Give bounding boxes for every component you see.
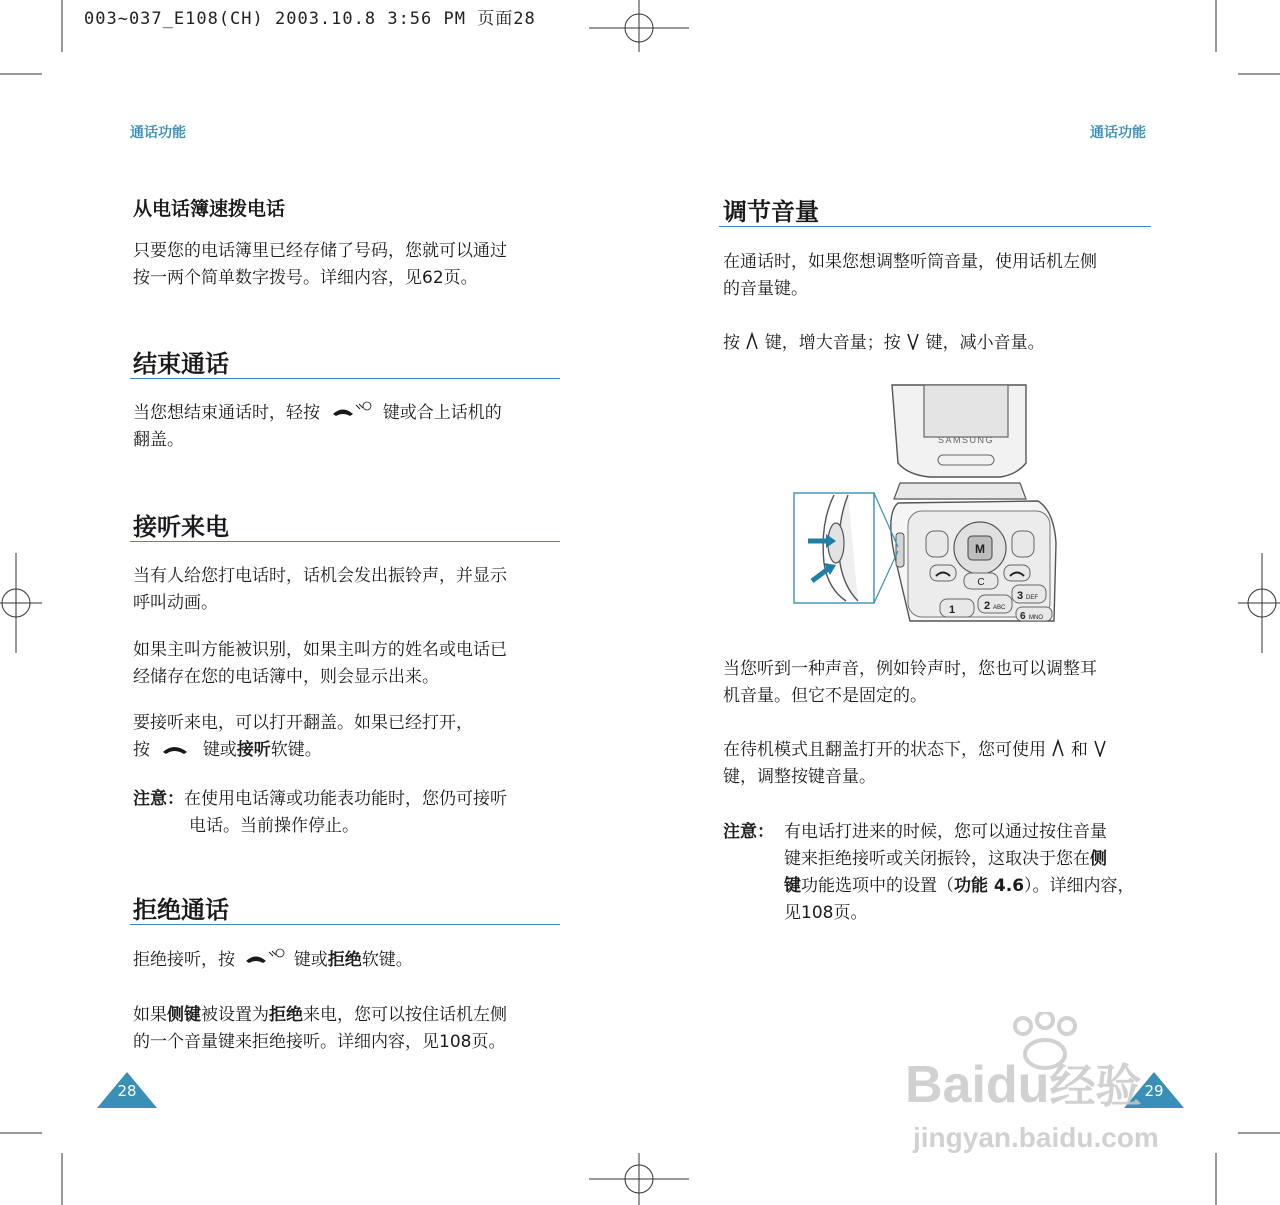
paragraph-text: 在使用电话簿或功能表功能时，您仍可接听 [184, 789, 507, 809]
key-2-sub: ABC [993, 605, 1006, 611]
volume-down-icon [1093, 739, 1107, 757]
paragraph-text: 软键。 [361, 950, 413, 970]
section-title-answer-call: 接听来电 [133, 513, 229, 541]
phone-illustration [790, 383, 1090, 623]
running-header-right: 通话功能 [1090, 125, 1146, 141]
paragraph-text: 有电话打进来的时候，您可以通过按住音量 [784, 822, 1107, 842]
section-rule [130, 378, 560, 379]
volume-up-icon [1051, 739, 1065, 757]
paragraph-text: 拒绝接听，按 [133, 950, 235, 970]
watermark-url: jingyan.baidu.com [913, 1122, 1159, 1153]
paragraph-line: 在通话时，如果您想调整听筒音量，使用话机左侧 [723, 252, 1097, 272]
paragraph-line: 要接听来电，可以打开翻盖。如果已经打开， [133, 713, 473, 733]
side-key-term: 侧键 [167, 1005, 201, 1025]
paragraph-text: 软键。 [270, 740, 322, 760]
answer-paragraph-1 [133, 563, 507, 617]
reject-paragraph-2 [133, 1002, 507, 1056]
paragraph-line: 呼叫动画。 [133, 593, 218, 613]
clear-key-label: C [977, 577, 985, 588]
note-label: 注意： [723, 822, 774, 842]
key-1-label: 1 [949, 604, 956, 616]
watermark-text: Bai [905, 1056, 986, 1114]
end-call-paragraph [133, 400, 563, 454]
watermark-text: 经验 [1049, 1060, 1142, 1112]
volume-paragraph-3 [723, 656, 1097, 710]
key-3-label: 3 [1017, 590, 1024, 602]
end-key-icon [329, 401, 373, 421]
paragraph-text: 键或合上话机的 [382, 403, 502, 423]
paragraph-line: 电话。当前操作停止。 [189, 816, 359, 836]
section-rule [719, 226, 1151, 227]
baidu-watermark [905, 1012, 1225, 1162]
paragraph-text: 键，减小音量。 [925, 333, 1045, 353]
phone-brand-label: SAMSUNG [937, 435, 995, 445]
page-number-badge-left [97, 1072, 157, 1108]
volume-down-icon [906, 332, 920, 350]
paragraph-line: 键，调整按键音量。 [723, 767, 876, 787]
paragraph-text: 在待机模式且翻盖打开的状态下，您可使用 [723, 740, 1046, 760]
key-2-label: 2 [984, 600, 991, 612]
volume-paragraph-1 [723, 249, 1097, 303]
side-key-term: 键 [784, 876, 801, 896]
section-title-speed-dial: 从电话簿速拨电话 [133, 198, 286, 220]
reject-paragraph-1 [133, 947, 413, 974]
paragraph-text: 键或 [202, 740, 237, 760]
page-number-left: 28 [117, 1082, 137, 1100]
answer-paragraph-2 [133, 637, 507, 691]
paragraph-line: 翻盖。 [133, 430, 184, 450]
speed-dial-paragraph [133, 238, 507, 292]
print-slug: 003~037_E108(CH) 2003.10.8 3:56 PM 页面28 [84, 9, 536, 29]
reject-term: 拒绝 [269, 1005, 303, 1025]
answer-note [133, 786, 507, 840]
paragraph-line: 机音量。但它不是固定的。 [723, 686, 927, 706]
page-number-right: 29 [1144, 1082, 1164, 1100]
section-title-reject-call: 拒绝通话 [133, 896, 229, 924]
section-title-adjust-volume: 调节音量 [723, 198, 819, 226]
paragraph-line: 见108页。 [784, 903, 868, 923]
paragraph-text: ）。详细内容， [1024, 876, 1135, 896]
volume-up-icon [745, 332, 759, 350]
paragraph-text: 按 [133, 740, 150, 760]
menu-key-label: M [975, 542, 985, 556]
side-key-term: 侧 [1090, 849, 1107, 869]
paragraph-text: 按 [723, 333, 740, 353]
note-label: 注意： [133, 789, 184, 809]
paragraph-text: 和 [1070, 740, 1088, 760]
watermark-text: du [985, 1056, 1050, 1114]
paragraph-line: 只要您的电话簿里已经存储了号码，您就可以通过 [133, 241, 507, 261]
key-6-sub: MNO [1029, 615, 1043, 621]
paragraph-text: 来电，您可以按住话机左侧 [303, 1005, 507, 1025]
paragraph-line: 的一个音量键来拒绝接听。详细内容，见108页。 [133, 1032, 506, 1052]
key-6-label: 6 [1020, 611, 1026, 622]
function-reference: 功能 4.6 [954, 876, 1025, 896]
volume-note [723, 819, 1163, 927]
paragraph-text: 键来拒绝接听或关闭振铃，这取决于您在 [784, 849, 1090, 869]
answer-paragraph-3 [133, 710, 473, 764]
paragraph-text: 键，增大音量；按 [764, 333, 901, 353]
end-key-icon [242, 948, 286, 968]
section-rule [130, 924, 560, 925]
reject-softkey-label: 拒绝 [327, 950, 362, 970]
running-header-left: 通话功能 [130, 125, 186, 141]
paragraph-line: 当您听到一种声音，例如铃声时，您也可以调整耳 [723, 659, 1097, 679]
answer-softkey-label: 接听 [236, 740, 271, 760]
paragraph-text: 功能选项中的设置（ [801, 876, 954, 896]
paragraph-line: 当有人给您打电话时，话机会发出振铃声，并显示 [133, 566, 507, 586]
key-3-sub: DEF [1026, 595, 1038, 601]
section-rule [130, 541, 560, 542]
paragraph-text: 被设置为 [201, 1005, 269, 1025]
paragraph-line: 如果主叫方能被识别，如果主叫方的姓名或电话已 [133, 640, 507, 660]
paragraph-line: 的音量键。 [723, 279, 808, 299]
volume-paragraph-2 [723, 330, 1045, 357]
paragraph-line: 按一两个简单数字拨号。详细内容，见62页。 [133, 268, 478, 288]
volume-paragraph-4 [723, 737, 1107, 791]
paragraph-text: 如果 [133, 1005, 167, 1025]
send-key-icon [159, 740, 193, 758]
paragraph-text: 当您想结束通话时，轻按 [133, 403, 320, 423]
paragraph-line: 经储存在您的电话簿中，则会显示出来。 [133, 667, 439, 687]
paragraph-text: 键或 [293, 950, 328, 970]
section-title-end-call: 结束通话 [133, 350, 229, 378]
